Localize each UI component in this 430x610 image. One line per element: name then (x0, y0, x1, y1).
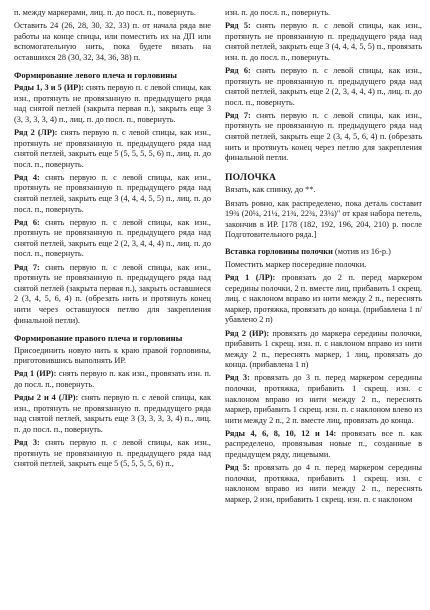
row-label: Ряды 1, 3 и 5 (ИР): (14, 83, 84, 93)
paragraph: Вставка горловины полочки (мотив из 16-р.) (225, 246, 391, 256)
row-label: Ряды 4, 6, 8, 10, 12 и 14: (225, 428, 337, 438)
row-label: Ряд 6: (225, 65, 251, 75)
paragraph: Присоединить новую нить к краю правой горловины, приготовившись выполнять ИР. (14, 345, 211, 366)
row-instruction: Ряд 4: снять первую п. с левой спицы, как изн., протянуть не провязанную п. предыдущего ряда над снятой петлей, закрыть еще 3 (4, 4, 4, 5, 5) п., лиц. п. до посл. п., повернуть. (14, 172, 211, 214)
section-heading-neck-insert: Вставка горловины полочки (225, 246, 333, 256)
paragraph: Вязать ровно, как распределено, пока деталь составит 19¾ (20¼, 21¼, 21¾, 22¾, 23¼)" от края набора петель, закончив в ИР. [178 (182, 192, 196, 204, 210) р. после Подготовительного ряда.] (225, 198, 422, 240)
paragraph: п. между маркерами, лиц. п. до посл. п., повернуть. (14, 8, 196, 17)
row-instruction: Ряд 3: провязать до 3 п. перед маркером середины полочки, протяжка, прибавить 1 скрещ. изн. с наклоном вправо из нити между 2 п., переснять маркер, прибавить 1 скрещ. изн. п. с наклоном влево из нити между 2 п., 2 п. вместе лиц, провязать до конца. (225, 373, 422, 425)
row-instruction: Ряд 6: снять первую п. с левой спицы, как изн., протянуть не провязанную п. предыдущего ряда над снятой петлей, закрыть еще 2 (2, 3, 4, 4, 4) п., лиц. п. до посл. п., повернуть. (225, 65, 422, 107)
row-label: Ряд 7: (225, 110, 251, 120)
row-instruction: Ряды 2 и 4 (ЛР): снять первую п. с левой спицы, как изн., протянуть не провязанную п. предыдущего ряда над снятой петлей, закрыть еще 3 (3, 3, 3, 3, 4) п., лиц. п. до посл. п., повернуть. (14, 393, 211, 434)
row-instruction: Ряд 5: снять первую п. с левой спицы, как изн., протянуть не провязанную п. предыдущего ряда над снятой петлей, закрыть еще 3 (4, 4, 4, 5, 5) п., провязать изн. п. до посл. п., повернуть. (225, 21, 422, 62)
row-label: Ряд 1 (ЛР): (225, 273, 276, 283)
section-heading-right-shoulder: Формирование правого плеча и горловины (14, 333, 183, 344)
row-instruction: Ряд 6: снять первую п. с левой спицы, как изн., протянуть не провязанную п. предыдущего ряда над снятой петлей, закрыть еще 2 (2, 3, 4, 4, 4) п., лиц. п. до посл. п., повернуть. (14, 217, 211, 259)
row-instruction: Ряд 7: снять первую п. с левой спицы, как изн., протянуть не провязанную п. предыдущего ряда над снятой петлей, закрыть еще 2 (3, 4, 5, 6, 4) п. (обрезать нить и протянуть конец через петлю для закрепления финальной петли. (225, 110, 422, 163)
section-heading-left-shoulder: Формирование левого плеча и горловины (14, 70, 177, 81)
row-label: Ряд 3: (14, 437, 40, 447)
left-column (14, 8, 211, 610)
row-instruction: Ряд 7: снять первую п. с левой спицы, как изн., протянуть не провязанную п. предыдущего ряда над снятой петлей (закрыта первая п.), закрыть оставшиеся 2 (3, 4, 5, 6, 4) п. (обрезать нить и протянуть конец нити через оставшуюся петлю для закрепления финальной петли). (14, 262, 211, 325)
paragraph: изн. п. до посл. п., повернуть. (225, 8, 331, 17)
row-label: Ряд 3: (225, 373, 250, 383)
row-instruction: Ряд 1 (ЛР): провязать до 2 п. перед маркером середины полочки, 2 п. вместе лиц, прибавить 1 скрещ. лиц. с наклоном вправо из нити между 2 п., переснять маркер, протяжка, провязать до конца. (прибавлена 1 п/ убавлено 2 п) (225, 273, 422, 325)
paragraph: Оставить 24 (26, 28, 30, 32, 33) п. от начала ряда вне работы на конце спицы, или поместить их на ДП или вспомогательную нить, пока будете вязать на оставшихся 28 (30, 32, 34, 36, 38) п. (14, 21, 211, 62)
row-instruction: Ряды 4, 6, 8, 10, 12 и 14: провязать все п. как распределено, провязывая новые п., созданные в предыдущем ряду, лицевыми. (225, 428, 422, 460)
row-instruction: Ряд 2 (ИР): провязать до маркера середины полочки, прибавить 1 скрещ. изн. п. с наклоном вправо из нити между 2 п., переснять маркер, 1 лиц, провязать до конца. (прибавлена 1 п) (225, 328, 422, 370)
row-label: Ряд 7: (14, 262, 40, 272)
row-label: Ряд 1 (ИР): (14, 369, 57, 379)
row-label: Ряд 2 (ЛР): (14, 127, 58, 137)
row-instruction: Ряд 2 (ЛР): снять первую п. с левой спицы, как изн., протянуть не провязанную п. предыдущего ряда над снятой петлей, закрыть еще 5 (5, 5, 5, 5, 6) п., лиц. п. до посл. п., повернуть. (14, 127, 211, 169)
row-label: Ряд 4: (14, 172, 40, 182)
right-column (225, 8, 422, 610)
row-instruction: Ряды 1, 3 и 5 (ИР): снять первую п. с левой спицы, как изн., протянуть не провязанную п. предыдущего ряда над снятой петлей (закрыта первая п.), закрыть еще 3 (3, 3, 3, 3, 4) п., лиц. п. до посл. п., повернуть. (14, 83, 211, 124)
row-label: Ряд 2 (ИР): (225, 328, 270, 338)
row-instruction: Ряд 1 (ИР): снять первую п. как изн., провязать изн. п. до посл. п., повернуть. (14, 369, 211, 389)
paragraph: Поместить маркер посередине полочки. (225, 259, 367, 269)
row-label: Ряд 6: (14, 217, 40, 227)
row-instruction: Ряд 3: снять первую п. с левой спицы, как изн., протянуть не провязанную п. предыдущего ряда над снятой петлей, закрыть еще 5 (5, 5, 5, 5, 6) п., (14, 437, 211, 469)
row-instruction: Ряд 5: провязать до 4 п. перед маркером середины полочки, протяжка, прибавить 1 скрещ. изн. с наклоном вправо из нити между 2 п., переснять маркер, 2 изн, прибавить 1 скрещ. изн. п. с наклоном (225, 463, 422, 504)
row-label: Ряд 5: (225, 21, 251, 31)
row-label: Ряды 2 и 4 (ЛР): (14, 393, 79, 403)
section-heading-polochka: ПОЛОЧКА (225, 171, 277, 183)
paragraph: Вязать, как спинку, до **. (225, 185, 316, 195)
row-label: Ряд 5: (225, 463, 250, 473)
